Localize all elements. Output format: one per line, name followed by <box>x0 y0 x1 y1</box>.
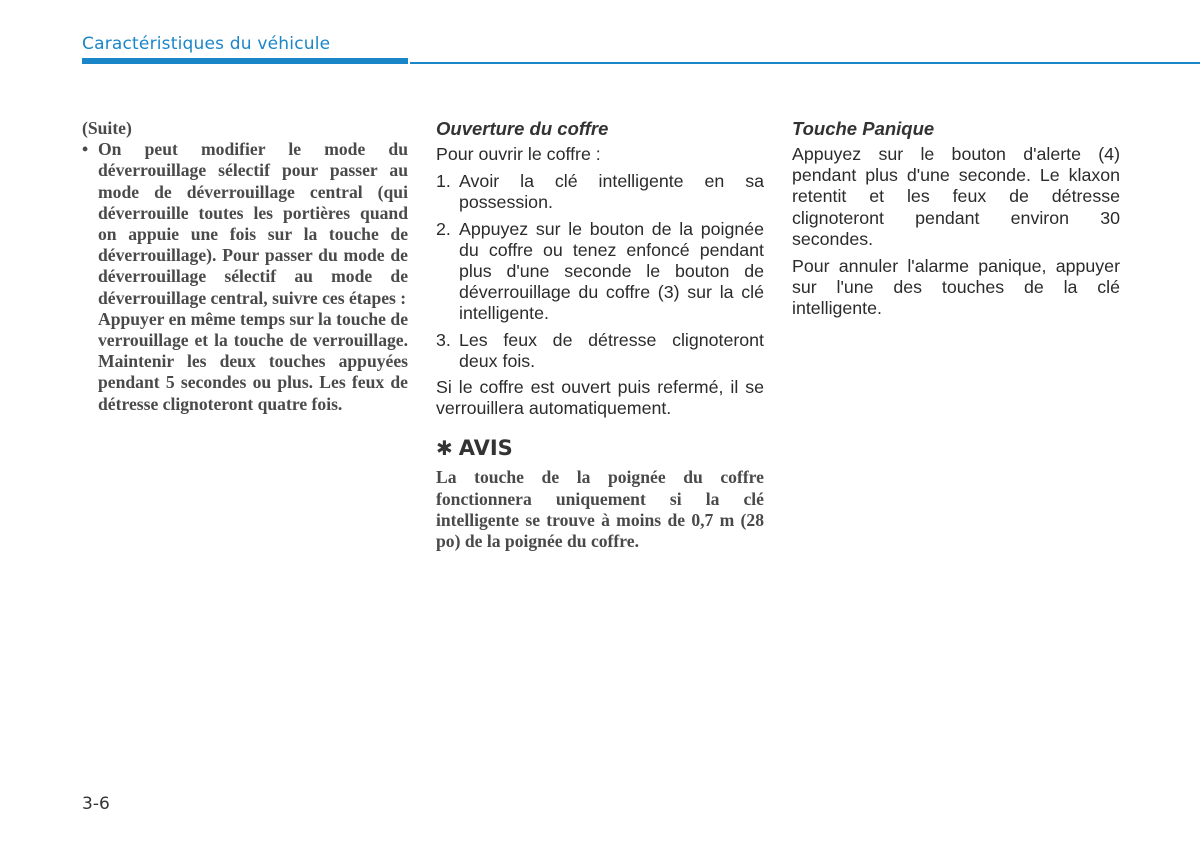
step-number: 3. <box>436 329 451 350</box>
panic-button-title: Touche Panique <box>792 118 935 139</box>
left-column <box>82 118 408 415</box>
bullet-paragraph-2: Appuyer en même temps sur la touche de verrouillage et la touche de verrouillage. Maintenir les deux touches appuyées pendant 5 secondes ou plus. Les feux de détresse clignoteront quatre fois. <box>98 308 408 414</box>
panic-paragraph-1: Appuyez sur le bouton d'alerte (4) pendant plus d'une seconde. Le klaxon retentit et les feux de détresse clignoteront pendant environ 30 secondes. <box>792 144 1120 249</box>
right-column <box>792 118 1120 326</box>
step-text: Avoir la clé intelligente en sa possession. <box>459 171 764 213</box>
step-item <box>436 219 764 325</box>
step-item <box>436 171 764 213</box>
bullet-item <box>82 139 408 415</box>
step-text: Appuyez sur le bouton de la poignée du coffre ou tenez enfoncé pendant plus d'une seconde le bouton de déverrouillage du coffre (3) sur la clé intelligente. <box>459 218 764 324</box>
asterisk-icon: ✱ <box>436 436 453 461</box>
notice-text: La touche de la poignée du coffre fonctionnera uniquement si la clé intelligente se trouve à moins de 0,7 m (28 po) de la poignée du coffre. <box>436 467 764 552</box>
notice-title: AVIS <box>458 436 513 461</box>
bullet-paragraph-1: On peut modifier le mode du déverrouillage sélectif pour passer au mode de déverrouillage central (qui déverrouille toutes les portières quand on appuie une fois sur la touche de déverrouillage). Pour passer du mode de déverrouillage sélectif au mode de déverrouillage central, suivre ces étapes : <box>98 139 408 308</box>
page-number: 3-6 <box>82 794 110 814</box>
step-item <box>436 330 764 372</box>
continued-label: (Suite) <box>82 118 132 138</box>
step-number: 1. <box>436 171 451 192</box>
trunk-closing-note: Si le coffre est ouvert puis refermé, il se verrouillera automatiquement. <box>436 377 764 419</box>
header-rule-thin <box>410 62 1200 64</box>
middle-column <box>436 118 764 552</box>
trunk-opening-title: Ouverture du coffre <box>436 118 609 139</box>
panic-paragraph-2: Pour annuler l'alarme panique, appuyer sur l'une des touches de la clé intelligente. <box>792 256 1120 319</box>
step-text: Les feux de détresse clignoteront deux fois. <box>459 329 764 371</box>
trunk-intro: Pour ouvrir le coffre : <box>436 144 601 164</box>
section-header-title: Caractéristiques du véhicule <box>82 34 331 54</box>
notice-heading <box>436 435 764 461</box>
header-rule-thick <box>82 58 408 64</box>
step-number: 2. <box>436 218 451 239</box>
bullet-icon: • <box>82 139 89 160</box>
